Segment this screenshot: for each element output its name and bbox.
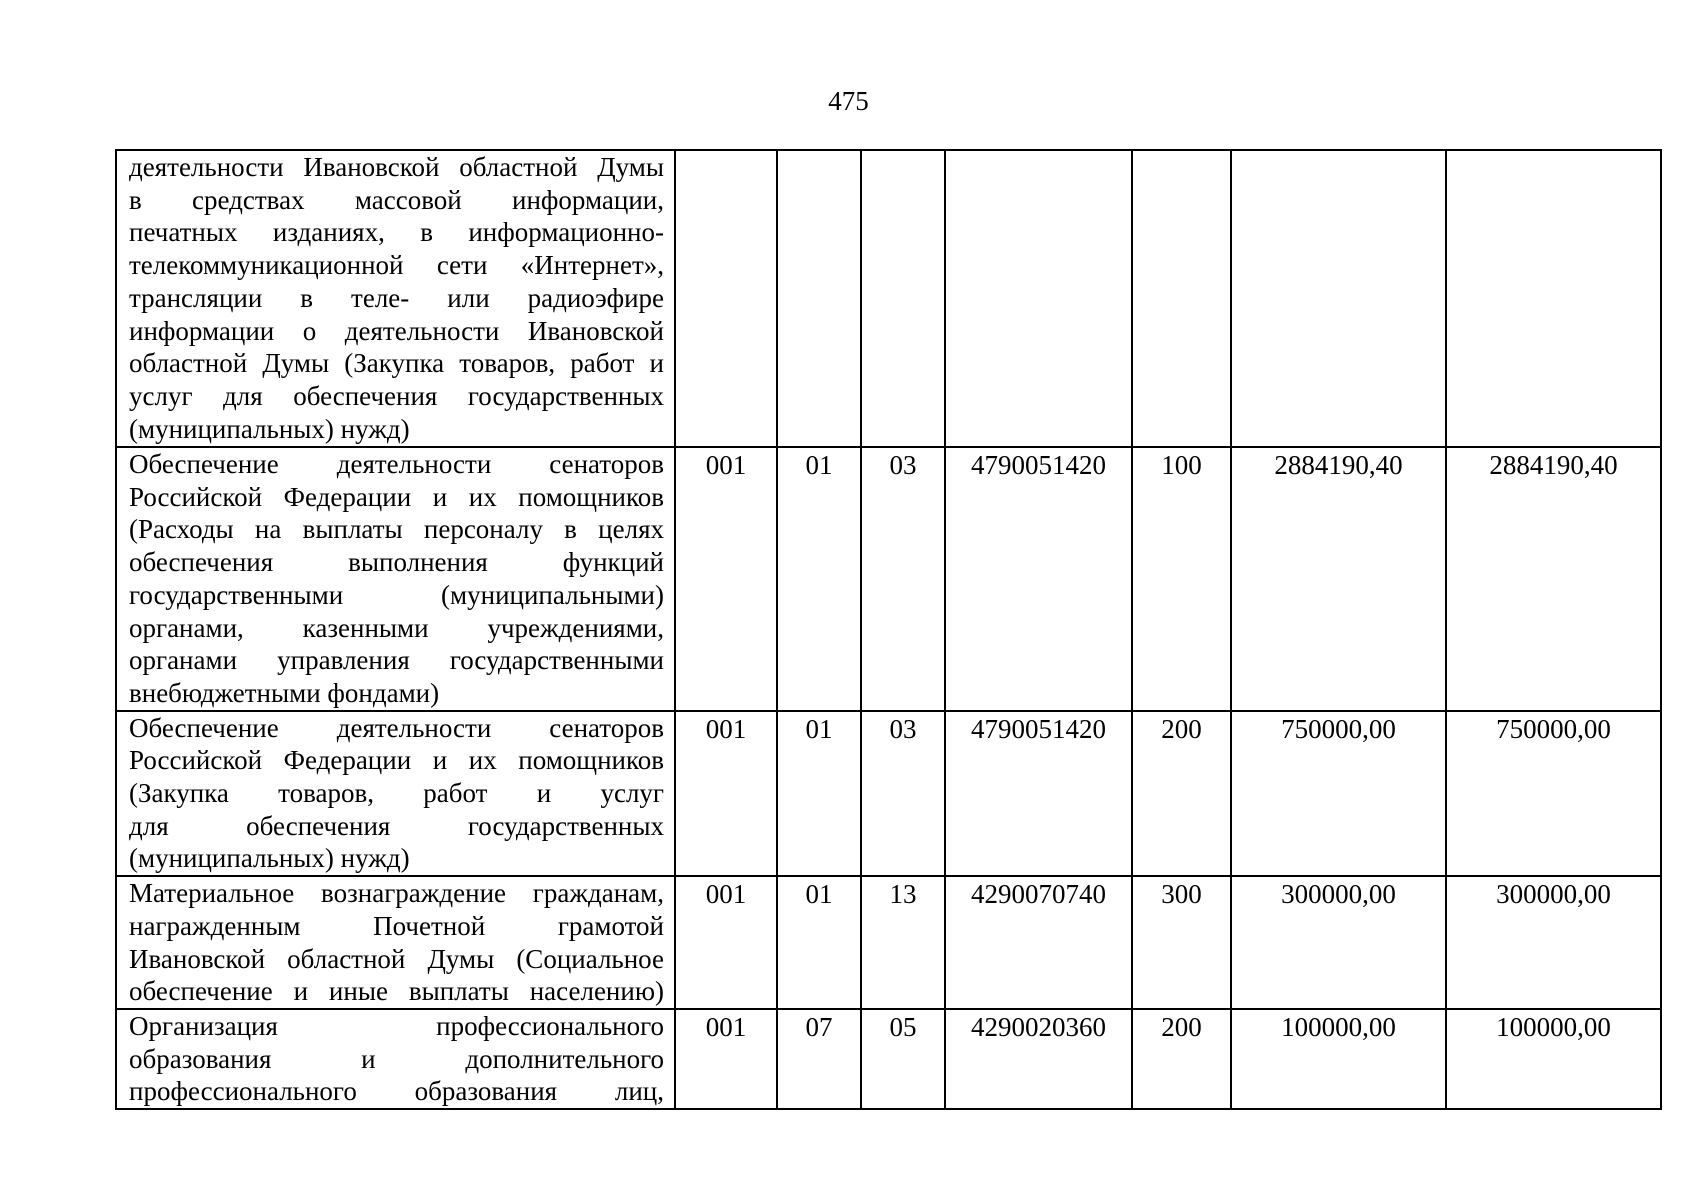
section-cell: 01 — [777, 876, 861, 1009]
description-line: профессионального образования лиц, — [129, 1076, 664, 1107]
amount-cell — [1446, 150, 1661, 447]
subsection-cell: 05 — [861, 1009, 945, 1109]
amount-cell: 750000,00 — [1231, 711, 1446, 877]
amount-cell: 100000,00 — [1231, 1009, 1446, 1109]
ministry-code-cell: 001 — [675, 711, 777, 877]
target-article-cell: 4290020360 — [945, 1009, 1132, 1109]
description-line: обеспечения выполнения функций — [129, 547, 664, 578]
description-line: образования и дополнительного — [129, 1043, 664, 1074]
description-line: (муниципальных) нужд) — [129, 413, 410, 444]
description-line: в средствах массовой информации, — [129, 184, 664, 215]
description-line: награжденным Почетной грамотой — [129, 910, 664, 941]
description-line: органами управления государственными — [129, 645, 664, 676]
description-line: Обеспечение деятельности сенаторов — [129, 712, 664, 743]
description-line: печатных изданиях, в информационно- — [129, 217, 664, 248]
expense-type-cell: 100 — [1132, 447, 1231, 711]
ministry-code-cell: 001 — [675, 876, 777, 1009]
subsection-cell — [861, 150, 945, 447]
description-line: органами, казенными учреждениями, — [129, 612, 664, 643]
description-line: (муниципальных) нужд) — [129, 843, 410, 874]
budget-table — [115, 149, 1662, 1110]
expense-type-cell — [1132, 150, 1231, 447]
expense-description — [116, 711, 675, 877]
description-line: Обеспечение деятельности сенаторов — [129, 449, 664, 479]
table-row — [116, 1009, 1661, 1109]
amount-cell: 300000,00 — [1446, 876, 1661, 1009]
subsection-cell: 03 — [861, 447, 945, 711]
description-line: государственными (муниципальными) — [129, 579, 664, 610]
amount-cell — [1231, 150, 1446, 447]
description-line: областной Думы (Закупка товаров, работ и — [129, 348, 664, 379]
description-line: обеспечение и иные выплаты населению) — [129, 976, 664, 1007]
description-line: Организация профессионального — [129, 1010, 664, 1041]
description-line: услуг для обеспечения государственных — [129, 380, 664, 411]
page-number: 475 — [828, 86, 869, 116]
description-line: телекоммуникационной сети «Интернет», — [129, 250, 664, 281]
expense-type-cell: 200 — [1132, 1009, 1231, 1109]
subsection-cell: 03 — [861, 711, 945, 877]
section-cell: 01 — [777, 711, 861, 877]
table-row — [116, 150, 1661, 447]
ministry-code-cell: 001 — [675, 1009, 777, 1109]
target-article-cell — [945, 150, 1132, 447]
expense-type-cell: 200 — [1132, 711, 1231, 877]
expense-type-cell: 300 — [1132, 876, 1231, 1009]
section-cell — [777, 150, 861, 447]
target-article-cell: 4790051420 — [945, 447, 1132, 711]
description-line: Российской Федерации и их помощников — [129, 745, 664, 776]
description-line: внебюджетными фондами) — [129, 677, 440, 708]
description-line: деятельности Ивановской областной Думы — [129, 152, 664, 182]
amount-cell: 750000,00 — [1446, 711, 1661, 877]
table-row — [116, 711, 1661, 877]
expense-description — [116, 1009, 675, 1109]
target-article-cell: 4290070740 — [945, 876, 1132, 1009]
section-cell: 07 — [777, 1009, 861, 1109]
description-line: (Расходы на выплаты персоналу в целях — [129, 514, 664, 545]
amount-cell: 300000,00 — [1231, 876, 1446, 1009]
table-row — [116, 447, 1661, 711]
ministry-code-cell — [675, 150, 777, 447]
section-cell: 01 — [777, 447, 861, 711]
description-line: для обеспечения государственных — [129, 810, 664, 841]
table-row — [116, 876, 1661, 1009]
subsection-cell: 13 — [861, 876, 945, 1009]
description-line: Материальное вознаграждение гражданам, — [129, 878, 664, 909]
amount-cell: 100000,00 — [1446, 1009, 1661, 1109]
expense-description — [116, 876, 675, 1009]
description-line: (Закупка товаров, работ и услуг — [129, 778, 664, 809]
ministry-code-cell: 001 — [675, 447, 777, 711]
description-line: трансляции в теле- или радиоэфире — [129, 282, 664, 313]
amount-cell: 2884190,40 — [1231, 447, 1446, 711]
description-line: Ивановской областной Думы (Социальное — [129, 943, 664, 974]
target-article-cell: 4790051420 — [945, 711, 1132, 877]
amount-cell: 2884190,40 — [1446, 447, 1661, 711]
expense-description — [116, 150, 675, 447]
expense-description — [116, 447, 675, 711]
description-line: информации о деятельности Ивановской — [129, 315, 664, 346]
description-line: Российской Федерации и их помощников — [129, 481, 664, 512]
